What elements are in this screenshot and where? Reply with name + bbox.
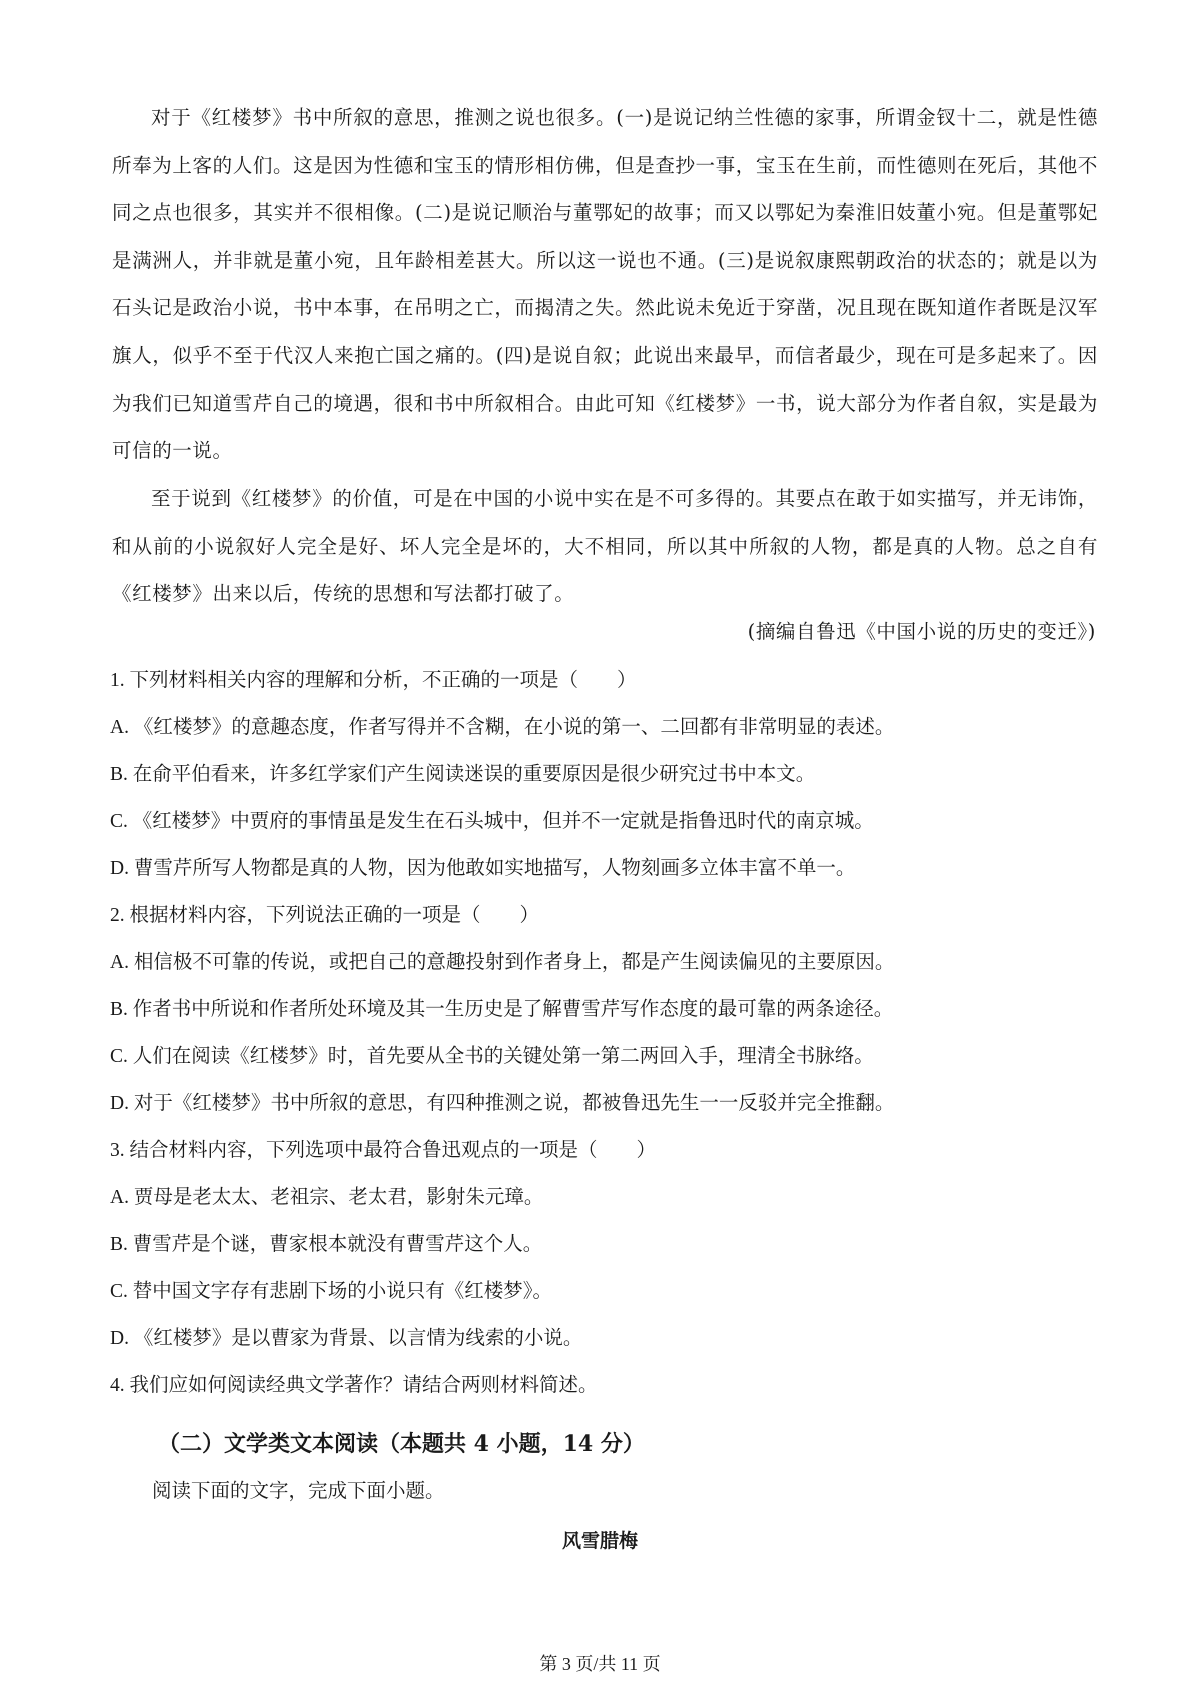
question-3-option-a: A. 贾母是老太太、老祖宗、老太君，影射朱元璋。 [110, 1187, 544, 1208]
question-1-option-c: C. 《红楼梦》中贾府的事情虽是发生在石头城中，但并不一定就是指鲁迅时代的南京城。 [110, 811, 874, 832]
question-1-stem: 1. 下列材料相关内容的理解和分析，不正确的一项是（ ） [110, 670, 637, 691]
question-2-stem: 2. 根据材料内容，下列说法正确的一项是（ ） [110, 905, 540, 926]
question-2-option-d: D. 对于《红楼梦》书中所叙的意思，有四种推测之说，都被鲁迅先生一一反驳并完全推翻。 [110, 1093, 895, 1114]
passage-paragraph-1: 对于《红楼梦》书中所叙的意思，推测之说也很多。(一)是说记纳兰性德的家事，所谓金钗十二，就是性德所奉为上客的人们。这是因为性德和宝玉的情形相仿佛，但是查抄一事，宝玉在生前，而性德则在死后，其他不同之点也很多，其实并不很相像。(二)是说记顺治与董鄂妃的故事；而又以鄂妃为秦淮旧妓董小宛。但是董鄂妃是满洲人，并非就是董小宛，且年龄相差甚大。所以这一说也不通。(三)是说叙康熙朝政治的状态的；就是以为石头记是政治小说，书中本事，在吊明之亡，而揭清之失。然此说未免近于穿凿，况且现在既知道作者既是汉军旗人，似乎不至于代汉人来抱亡国之痛的。(四)是说自叙；此说出来最早，而信者最少，现在可是多起来了。因为我们已知道雪芹自己的境遇，很和书中所叙相合。由此可知《红楼梦》一书，说大部分为作者自叙，实是最为可信的一说。 [112, 106, 1098, 463]
passage-source: (摘编自鲁迅《中国小说的历史的变迁》) [747, 620, 1096, 643]
page-number: 第 3 页/共 11 页 [539, 1654, 661, 1674]
question-3-option-c: C. 替中国文字存有悲剧下场的小说只有《红楼梦》。 [110, 1281, 553, 1302]
story-title: 风雪腊梅 [561, 1530, 638, 1552]
question-3-option-d: D. 《红楼梦》是以曹家为背景、以言情为线索的小说。 [110, 1328, 583, 1349]
question-1-option-a: A. 《红楼梦》的意趣态度，作者写得并不含糊，在小说的第一、二回都有非常明显的表述。 [110, 717, 895, 738]
section-heading: （二）文学类文本阅读（本题共 4 小题，14 分） [158, 1431, 645, 1457]
passage-paragraph-2: 至于说到《红楼梦》的价值，可是在中国的小说中实在是不可多得的。其要点在敢于如实描写，并无讳饰，和从前的小说叙好人完全是好、坏人完全是坏的，大不相同，所以其中所叙的人物，都是真的人物。总之自有《红楼梦》出来以后，传统的思想和写法都打破了。 [112, 487, 1098, 606]
question-2-option-b: B. 作者书中所说和作者所处环境及其一生历史是了解曹雪芹写作态度的最可靠的两条途径。 [110, 999, 894, 1020]
question-1-option-d: D. 曹雪芹所写人物都是真的人物，因为他敢如实地描写，人物刻画多立体丰富不单一。 [110, 858, 856, 879]
question-3-option-b: B. 曹雪芹是个谜，曹家根本就没有曹雪芹这个人。 [110, 1234, 543, 1255]
question-2-option-c: C. 人们在阅读《红楼梦》时，首先要从全书的关键处第一第二两回入手，理清全书脉络。 [110, 1046, 874, 1067]
question-1-option-b: B. 在俞平伯看来，许多红学家们产生阅读迷误的重要原因是很少研究过书中本文。 [110, 764, 816, 785]
question-2-option-a: A. 相信极不可靠的传说，或把自己的意趣投射到作者身上，都是产生阅读偏见的主要原因。 [110, 952, 895, 973]
question-4-stem: 4. 我们应如何阅读经典文学著作？请结合两则材料简述。 [110, 1375, 598, 1396]
question-3-stem: 3. 结合材料内容，下列选项中最符合鲁迅观点的一项是（ ） [110, 1140, 657, 1161]
section-instruction: 阅读下面的文字，完成下面小题。 [152, 1479, 445, 1502]
